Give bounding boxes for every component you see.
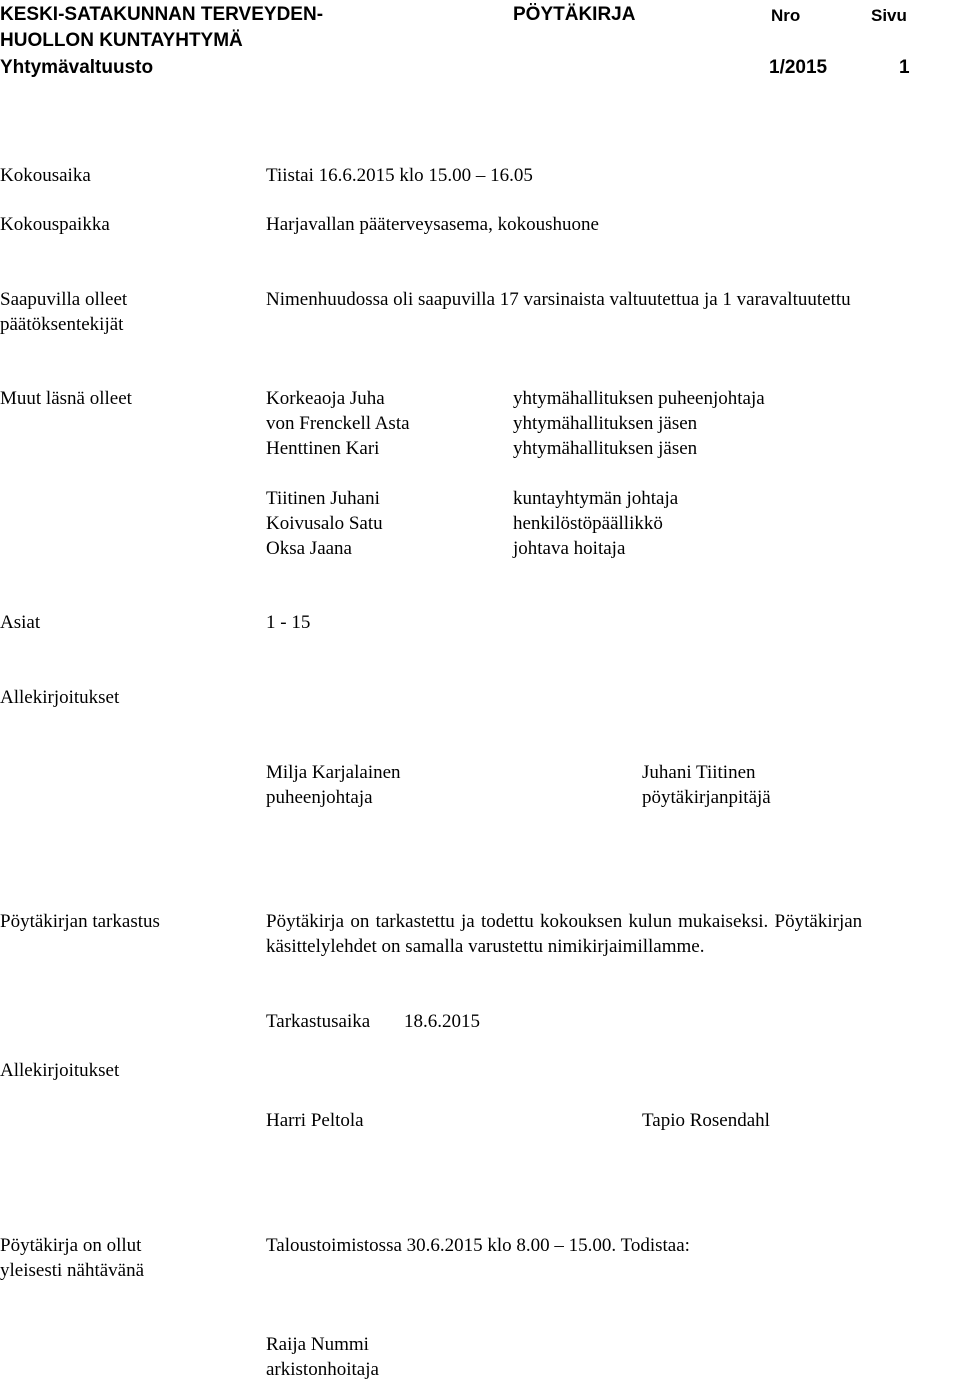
person-role: yhtymähallituksen puheenjohtaja xyxy=(513,388,765,409)
reviewer1-name: Harri Peltola xyxy=(266,1110,364,1131)
person-role: yhtymähallituksen jäsen xyxy=(513,413,698,434)
meeting-time-label: Kokousaika xyxy=(0,165,91,186)
review-text-line1: Pöytäkirja on tarkastettu ja todettu kokouksen kulun mukaiseksi. Pöytäkirjan xyxy=(266,911,863,932)
review-label: Pöytäkirjan tarkastus xyxy=(0,911,160,932)
person-name: von Frenckell Asta xyxy=(266,413,410,434)
certifier-name: Raija Nummi xyxy=(266,1334,369,1355)
sivu-value: 1 xyxy=(899,57,910,78)
nro-value: 1/2015 xyxy=(769,57,828,78)
present-label-line1: Saapuvilla olleet xyxy=(0,289,128,310)
signatures-label-2: Allekirjoitukset xyxy=(0,1060,120,1081)
reviewer2-name: Tapio Rosendahl xyxy=(642,1110,770,1131)
secretary-name: Juhani Tiitinen xyxy=(642,762,756,783)
chair-name: Milja Karjalainen xyxy=(266,762,401,783)
others-label: Muut läsnä olleet xyxy=(0,388,132,409)
person-name: Korkeaoja Juha xyxy=(266,388,385,409)
review-text-line2: käsittelylehdet on samalla varustettu nimikirjaimillamme. xyxy=(266,936,705,957)
display-label-line2: yleisesti nähtävänä xyxy=(0,1260,145,1281)
display-value: Taloustoimistossa 30.6.2015 klo 8.00 – 15.00. Todistaa: xyxy=(266,1235,690,1256)
person-name: Tiitinen Juhani xyxy=(266,488,380,509)
review-date-value: 18.6.2015 xyxy=(404,1011,480,1032)
meeting-place-value: Harjavallan pääterveysasema, kokoushuone xyxy=(266,214,599,235)
person-role: johtava hoitaja xyxy=(513,538,626,559)
person-role: kuntayhtymän johtaja xyxy=(513,488,679,509)
person-name: Koivusalo Satu xyxy=(266,513,383,534)
present-value: Nimenhuudossa oli saapuvilla 17 varsinaista valtuutettua ja 1 varavaltuutettu xyxy=(266,289,851,310)
org-name-line2: HUOLLON KUNTAYHTYMÄ xyxy=(0,30,243,51)
review-date-label: Tarkastusaika xyxy=(266,1011,371,1032)
chair-role: puheenjohtaja xyxy=(266,787,373,808)
person-role: yhtymähallituksen jäsen xyxy=(513,438,698,459)
person-role: henkilöstöpäällikkö xyxy=(513,513,663,534)
doc-type: PÖYTÄKIRJA xyxy=(513,4,636,25)
items-value: 1 - 15 xyxy=(266,612,311,633)
person-name: Henttinen Kari xyxy=(266,438,380,459)
org-name-line1: KESKI-SATAKUNNAN TERVEYDEN- xyxy=(0,4,324,25)
person-name: Oksa Jaana xyxy=(266,538,352,559)
sivu-label: Sivu xyxy=(871,6,907,25)
meeting-place-label: Kokouspaikka xyxy=(0,214,110,235)
present-label-line2: päätöksentekijät xyxy=(0,314,124,335)
display-label-line1: Pöytäkirja on ollut xyxy=(0,1235,142,1256)
signatures-label: Allekirjoitukset xyxy=(0,687,120,708)
secretary-role: pöytäkirjanpitäjä xyxy=(642,787,771,808)
body-name: Yhtymävaltuusto xyxy=(0,57,154,78)
nro-label: Nro xyxy=(771,6,801,25)
items-label: Asiat xyxy=(0,612,41,633)
certifier-role: arkistonhoitaja xyxy=(266,1359,379,1380)
meeting-time-value: Tiistai 16.6.2015 klo 15.00 – 16.05 xyxy=(266,165,533,186)
